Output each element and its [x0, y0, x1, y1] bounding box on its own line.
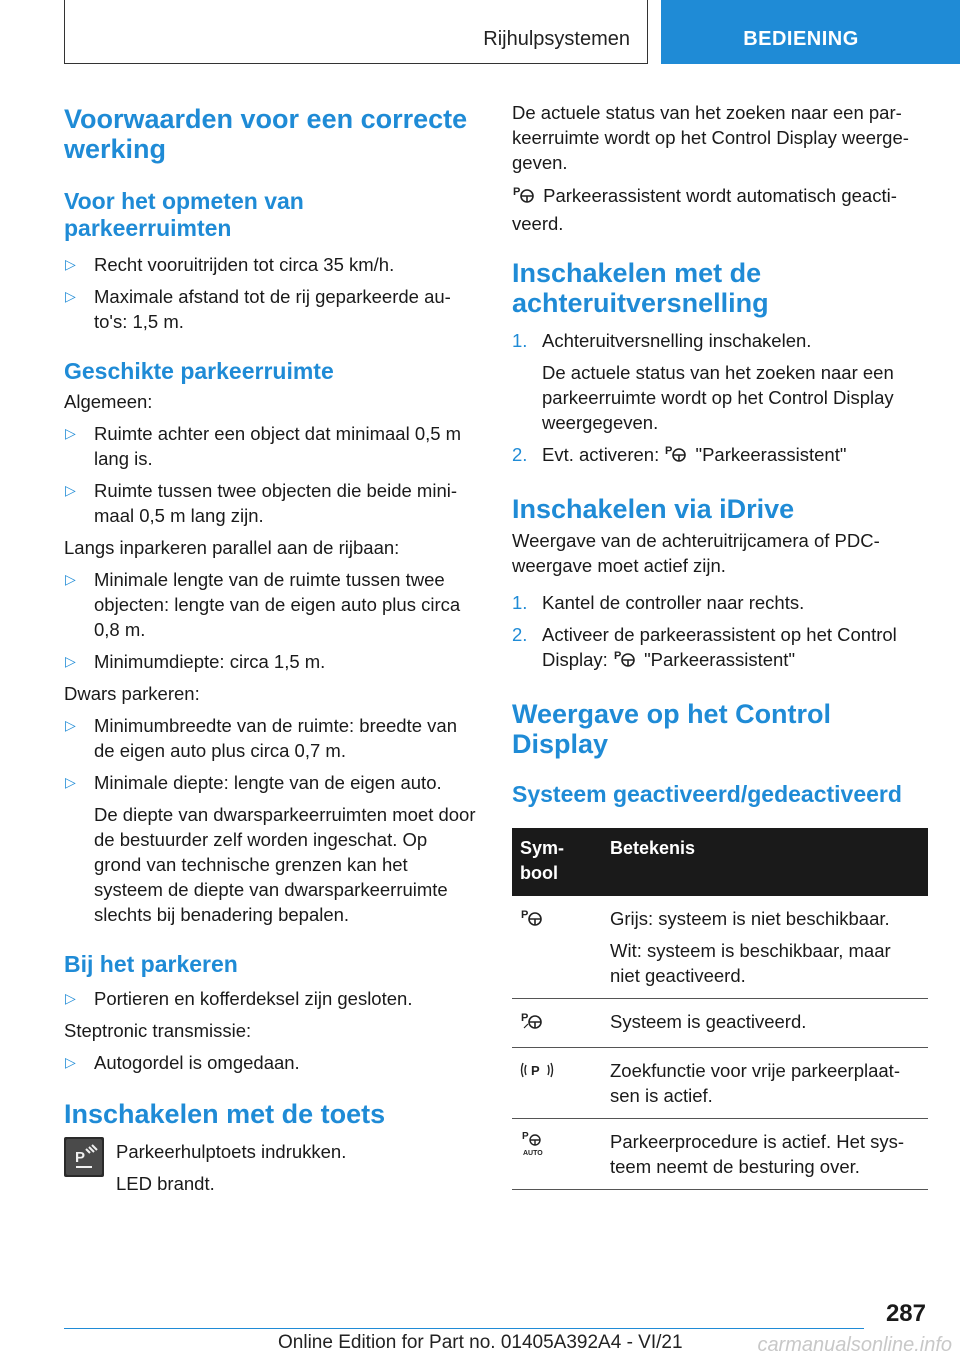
left-column	[64, 100, 476, 1196]
list-item: ▷ Minimumdiepte: circa 1,5 m.	[65, 651, 326, 672]
heading-geschikte: Geschikte parkeerruimte	[64, 358, 334, 384]
list-item: ▷ Maximale afstand tot de rij geparkeerde auto's: 1,5 m.	[65, 286, 451, 332]
heading-correct-werking: Voorwaarden voor een correcte werking	[64, 104, 468, 164]
list-item: 2. Evt. activeren: P "Parkeerassistent"	[512, 442, 928, 470]
chapter-title: BEDIENING	[743, 28, 859, 50]
svg-text:P: P	[513, 186, 521, 199]
triangle-bullet-icon: ▷	[65, 571, 76, 587]
label-dwars: Dwars parkeren:	[64, 683, 200, 704]
heading-weergave: Weergave op het Control Display	[512, 699, 832, 760]
right-column	[512, 100, 928, 1190]
table-header-row	[512, 828, 928, 896]
svg-text:P: P	[613, 650, 622, 663]
triangle-bullet-icon: ▷	[65, 717, 76, 733]
parking-assist-grey-icon	[520, 906, 546, 934]
status-text: De actuele status van het zoeken naar een parkeerruimte wordt op het Control Display weergegeven.	[512, 102, 909, 173]
symbol-table	[512, 828, 928, 1190]
table-row: P Grijs: systeem is niet beschikbaar. Wit: systeem is beschikbaar, maar niet geactiveerd.	[512, 896, 928, 999]
parking-assist-active-icon	[520, 1009, 546, 1037]
parking-auto-icon	[520, 1129, 548, 1163]
parking-search-icon	[520, 1059, 554, 1087]
page-number: 287	[885, 1300, 926, 1327]
triangle-bullet-icon: ▷	[65, 653, 76, 669]
auto-activate-text: P Parkeerassistent wordt automatisch geactiveerd.	[512, 185, 897, 235]
heading-achteruit: Inschakelen met de achteruitversnelling	[512, 258, 769, 319]
idrive-text: Weergave van de achteruitrijcamera of PDC-weergave moet actief zijn.	[512, 530, 880, 577]
column-header-symbol: Symbool	[512, 828, 602, 896]
table-row: P Zoekfunctie voor vrije parkeerplaatsen is actief.	[512, 1048, 928, 1119]
svg-text:P: P	[522, 1131, 529, 1143]
list-item: 2. Activeer de parkeerassistent op het Control Display: P "Parkeerassistent"	[512, 622, 928, 675]
parking-assist-icon	[664, 442, 690, 470]
svg-text:P: P	[521, 909, 529, 922]
heading-toets: Inschakelen met de toets	[64, 1099, 386, 1129]
svg-text:AUTO: AUTO	[523, 1150, 543, 1158]
park-assist-button-icon	[64, 1137, 104, 1182]
svg-text:P: P	[75, 1149, 86, 1166]
list-item: ▷ Autogordel is omgedaan.	[65, 1052, 300, 1073]
heading-bij-parkeren: Bij het parkeren	[64, 951, 238, 977]
svg-text:P: P	[665, 445, 673, 458]
list-item: ▷ Ruimte tussen twee objecten die beide minimaal 0,5 m lang zijn.	[65, 480, 458, 526]
toets-step-2: LED brandt.	[116, 1173, 215, 1194]
list-item: ▷ Recht vooruitrijden tot circa 35 km/h.	[65, 254, 395, 275]
heading-opmeten: Voor het opmeten van parkeerruimten	[64, 188, 304, 241]
label-steptronic: Steptronic transmissie:	[64, 1020, 252, 1041]
achteruit-sub: De actuele status van het zoeken naar een parkeerruimte wordt op het Control Display weergegeven.	[542, 362, 894, 434]
triangle-bullet-icon: ▷	[65, 482, 76, 498]
triangle-bullet-icon: ▷	[65, 425, 76, 441]
parking-assist-icon	[512, 183, 538, 211]
label-langs: Langs inparkeren parallel aan de rijbaan:	[64, 537, 400, 558]
edition-text: Online Edition for Part no. 01405A392A4 - VI/21	[278, 1332, 683, 1353]
svg-text:P: P	[531, 1062, 540, 1078]
label-algemeen: Algemeen:	[64, 391, 153, 412]
watermark: carmanualsonline.info	[757, 1334, 952, 1356]
triangle-bullet-icon: ▷	[65, 990, 76, 1006]
list-item: ▷ Minimumbreedte van de ruimte: breedte van de eigen auto plus circa 0,7 m.	[65, 715, 457, 761]
heading-systeem: Systeem geactiveerd/gedeactiveerd	[512, 781, 902, 808]
section-title: Rijhulpsystemen	[483, 28, 630, 50]
triangle-bullet-icon: ▷	[65, 256, 76, 272]
triangle-bullet-icon: ▷	[65, 774, 76, 790]
column-header-meaning: Betekenis	[602, 828, 928, 896]
dwars-note: De diepte van dwarsparkeerruimten moet door de bestuurder zelf worden ingeschat. Op grond van technische grenzen kan het systeem de diepte van dwarsparkeerruimte slechts bij benadering bepalen.	[94, 804, 476, 925]
list-item: 1. Kantel de controller naar rechts.	[512, 592, 805, 614]
list-item: ▷ Ruimte achter een object dat minimaal 0,5 m lang is.	[65, 423, 462, 469]
list-item: ▷ Minimale lengte van de ruimte tussen twee objecten: lengte van de eigen auto plus circa 0,8 m.	[65, 569, 461, 640]
list-item: 1. Achteruitversnelling inschakelen.	[512, 330, 812, 352]
footer-divider	[64, 1328, 864, 1329]
triangle-bullet-icon: ▷	[65, 1054, 76, 1070]
list-item: ▷ Minimale diepte: lengte van de eigen auto.	[65, 772, 442, 793]
heading-idrive: Inschakelen via iDrive	[512, 494, 795, 525]
parking-assist-icon	[613, 647, 639, 675]
toets-block	[64, 1139, 476, 1196]
table-row: P AUTO Parkeerprocedure is actief. Het systeem neemt de besturing over.	[512, 1119, 928, 1190]
toets-step-1: Parkeerhulptoets indrukken.	[116, 1141, 347, 1162]
list-item: ▷ Portieren en kofferdeksel zijn gesloten.	[65, 988, 413, 1009]
svg-text:P: P	[521, 1012, 529, 1025]
table-row: P Systeem is geactiveerd.	[512, 999, 928, 1048]
triangle-bullet-icon: ▷	[65, 288, 76, 304]
